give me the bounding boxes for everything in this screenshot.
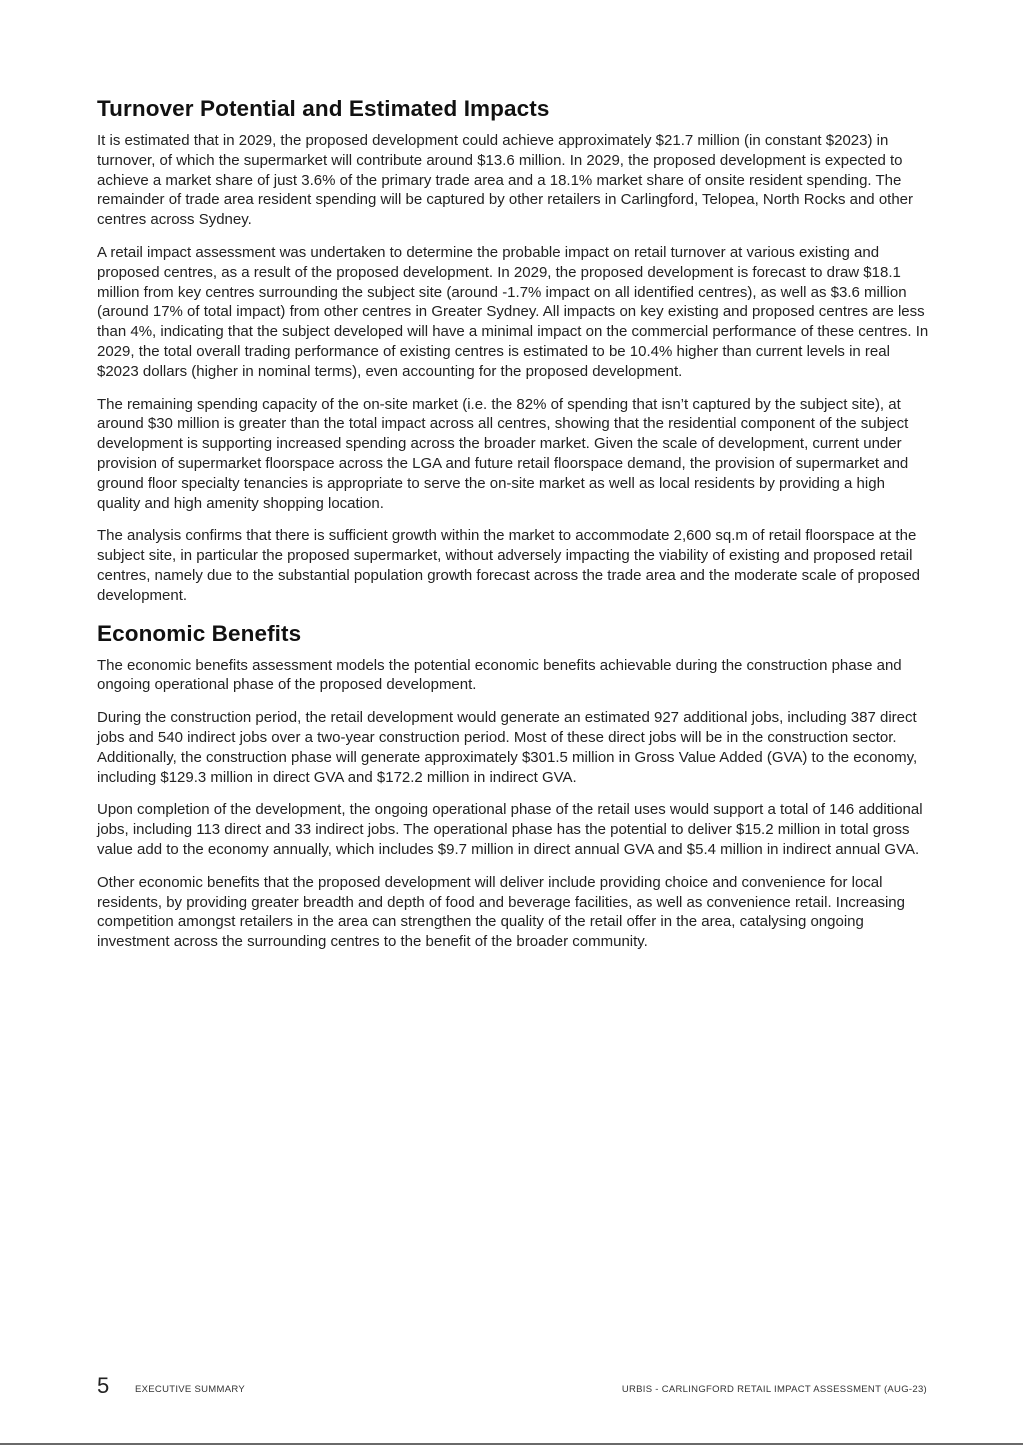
footer-report-title: URBIS - CARLINGFORD RETAIL IMPACT ASSESSMENT (AUG-23): [621, 1384, 927, 1395]
paragraph: A retail impact assessment was undertaken to determine the probable impact on retail turnover at various existing and proposed centres, as a result of the proposed development. In 2029, the proposed development is forecast to draw $18.1 million from key centres surrounding the subject site (around -1.7% impact on all identified centres), as well as $3.6 million (around 17% of total impact) from other centres in Greater Sydney. All impacts on key existing and proposed centres are less than 4%, indicating that the subject developed will have a minimal impact on the commercial performance of these centres. In 2029, the total overall trading performance of existing centres is estimated to be 10.4% higher than current levels in real $2023 dollars (higher in nominal terms), even accounting for the proposed development.: [97, 243, 929, 380]
paragraph: Upon completion of the development, the ongoing operational phase of the retail uses would support a total of 146 additional jobs, including 113 direct and 33 indirect jobs. The operational phase has the potential to deliver $15.2 million in total gross value add to the economy annually, which includes $9.7 million in direct annual GVA and $5.4 million in indirect annual GVA.: [97, 801, 923, 858]
bottom-divider: [0, 1443, 1023, 1445]
page-number: 5: [97, 1373, 110, 1398]
paragraph: During the construction period, the retail development would generate an estimated 927 additional jobs, including 387 direct jobs and 540 indirect jobs over a two-year construction period. Most of these direct jobs will be in the construction sector. Additionally, the construction phase will generate approximately $301.5 million in Gross Value Added (GVA) to the economy, including $129.3 million in direct GVA and $172.2 million in indirect GVA.: [97, 709, 918, 786]
page-footer: [97, 1373, 929, 1403]
paragraph: Other economic benefits that the proposed development will deliver include providing choice and convenience for local residents, by providing greater breadth and depth of food and beverage facilities, as well as convenience retail. Increasing competition amongst retailers in the area can strengthen the quality of the retail offer in the area, catalysing ongoing investment across the surrounding centres to the benefit of the broader community.: [97, 873, 905, 951]
paragraph: It is estimated that in 2029, the proposed development could achieve approximately $21.7 million (in constant $2023) in turnover, of which the supermarket will contribute around $13.6 million. In 2029, the proposed development is expected to achieve a market share of just 3.6% of the primary trade area and a 18.1% market share of onsite resident spending. The remainder of trade area resident spending will be captured by other retailers in Carlingford, Telopea, North Rocks and other centres across Sydney.: [97, 132, 914, 229]
footer-section-label: EXECUTIVE SUMMARY: [135, 1384, 245, 1395]
paragraph: The analysis confirms that there is sufficient growth within the market to accommodate 2,600 sq.m of retail floorspace at the subject site, in particular the proposed supermarket, without adversely impacting the viability of existing and proposed retail centres, namely due to the substantial population growth forecast across the trade area and the moderate scale of proposed development.: [97, 527, 921, 604]
section-heading-turnover: Turnover Potential and Estimated Impacts: [97, 96, 550, 121]
document-body: [97, 94, 929, 965]
paragraph: The economic benefits assessment models the potential economic benefits achievable during the construction phase and ongoing operational phase of the proposed development.: [97, 656, 902, 694]
section-heading-economic-benefits: Economic Benefits: [97, 620, 302, 646]
paragraph: The remaining spending capacity of the on-site market (i.e. the 82% of spending that isn’t captured by the subject site), at around $30 million is greater than the total impact across all centres, showing that the residential component of the subject development is supporting increased spending across the broader market. Given the scale of development, current under provision of supermarket floorspace across the LGA and future retail floorspace demand, the provision of supermarket and ground floor specialty tenancies is appropriate to serve the on-site market as well as local residents by providing a high quality and high amenity shopping location.: [97, 395, 909, 512]
